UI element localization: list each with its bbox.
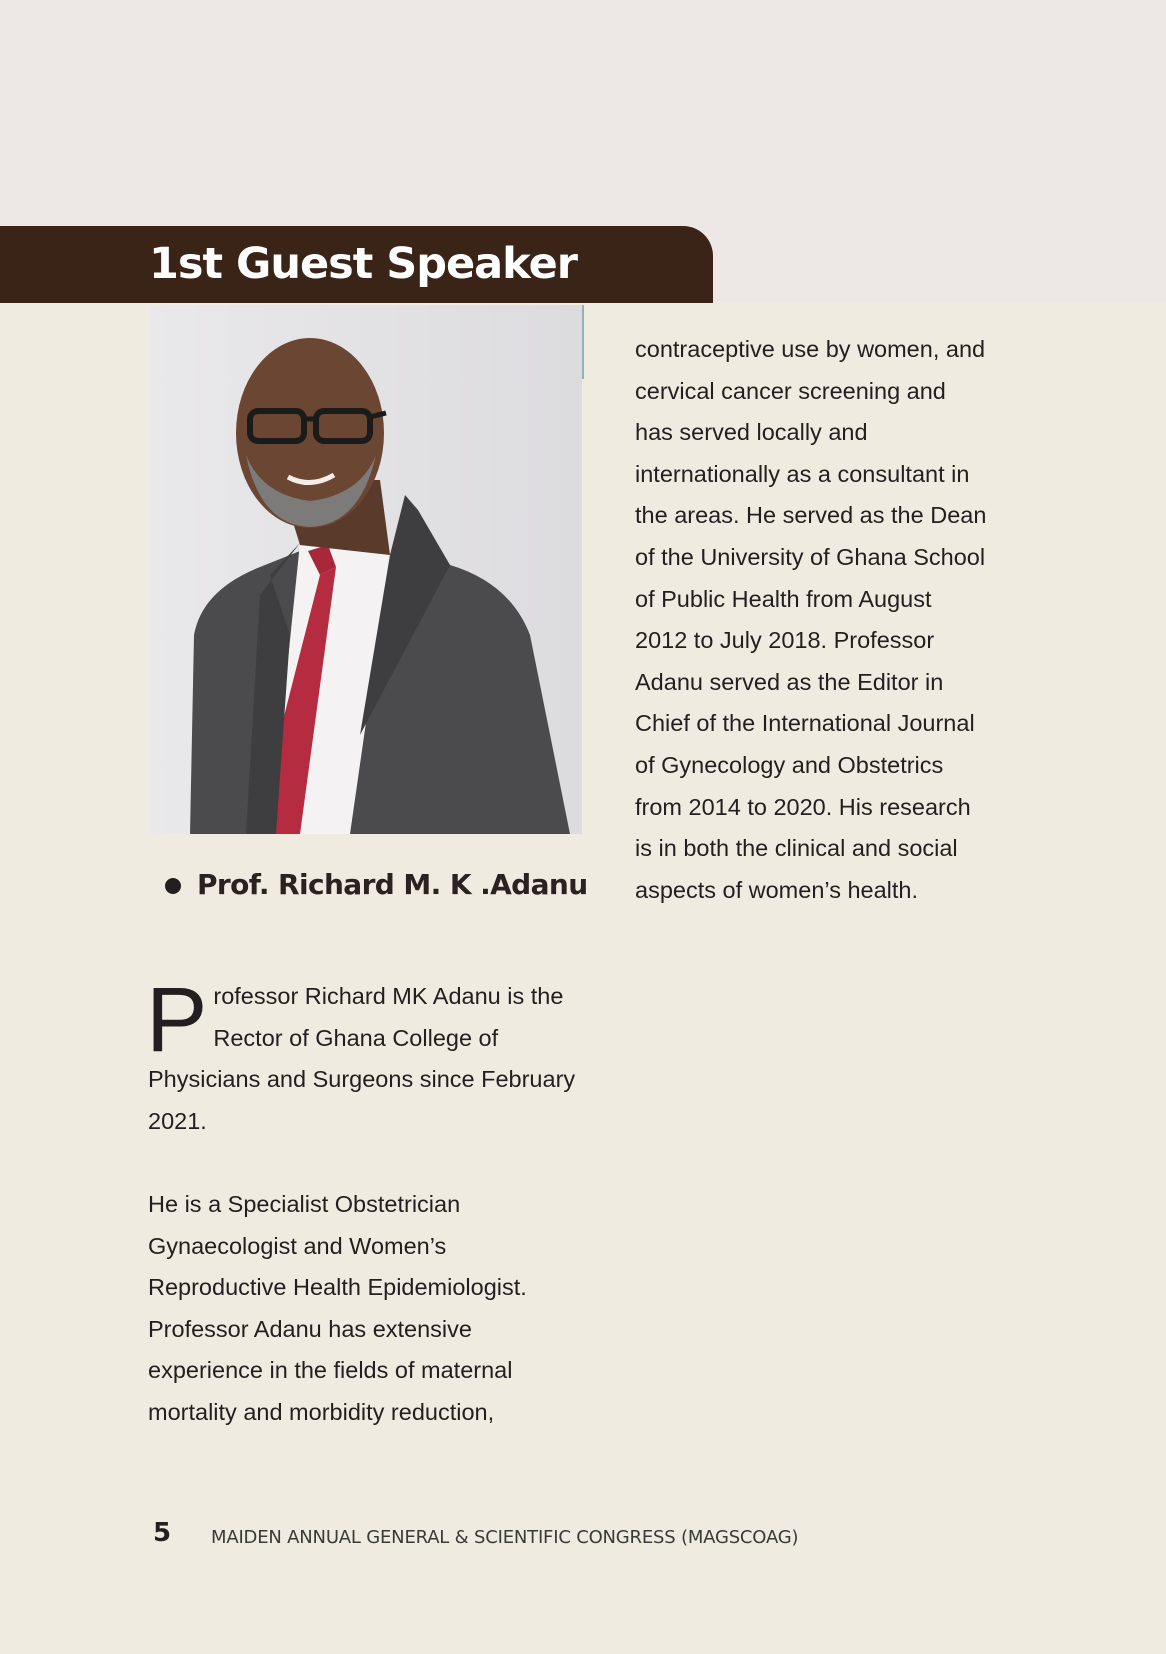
bullet-icon [165,878,181,894]
photo-edge-line [582,305,584,379]
bio-paragraph-1 [146,969,588,1142]
bio-paragraph-2: He is a Specialist Obstetrician Gynaecologist and Women’s Reproductive Health Epidemiologist. Professor Adanu has extensive experience in the fields of maternal mortality and morbidity reduction, [148,1190,527,1425]
speaker-photo [150,305,582,834]
footer-title: MAIDEN ANNUAL GENERAL & SCIENTIFIC CONGRESS (MAGSCOAG) [211,1527,799,1548]
bio-right-column [635,329,1035,911]
bio-line: the areas. He served as the Dean [635,502,987,529]
bio-line: of the University of Ghana School [635,543,986,570]
bio-line: from 2014 to 2020. His research [635,793,971,820]
page-number: 5 [153,1518,172,1548]
bio-line: has served locally and [635,419,868,446]
bio-left-column [146,969,588,1434]
drop-cap: P [146,969,208,1071]
speaker-caption [165,864,588,904]
bio-line: internationally as a consultant in [635,460,970,487]
bio-line: 2012 to July 2018. Professor [635,627,935,654]
bio-line: of Public Health from August [635,585,932,612]
bio-line: cervical cancer screening and [635,377,946,404]
bio-line: of Gynecology and Obstetrics [635,751,944,778]
bio-line: is in both the clinical and social [635,835,958,862]
bio-paragraph-1-text: rofessor Richard MK Adanu is the Rector of Ghana College of Physicians and Surgeons since February 2021. [148,983,576,1134]
bio-line: Adanu served as the Editor in [635,668,944,695]
section-title: 1st Guest Speaker [149,239,577,289]
speaker-name: Prof. Richard M. K .Adanu [197,867,588,901]
bio-line: contraceptive use by women, and [635,336,986,362]
bio-line: aspects of women’s health. [635,876,919,903]
bio-line: Chief of the International Journal [635,710,975,737]
